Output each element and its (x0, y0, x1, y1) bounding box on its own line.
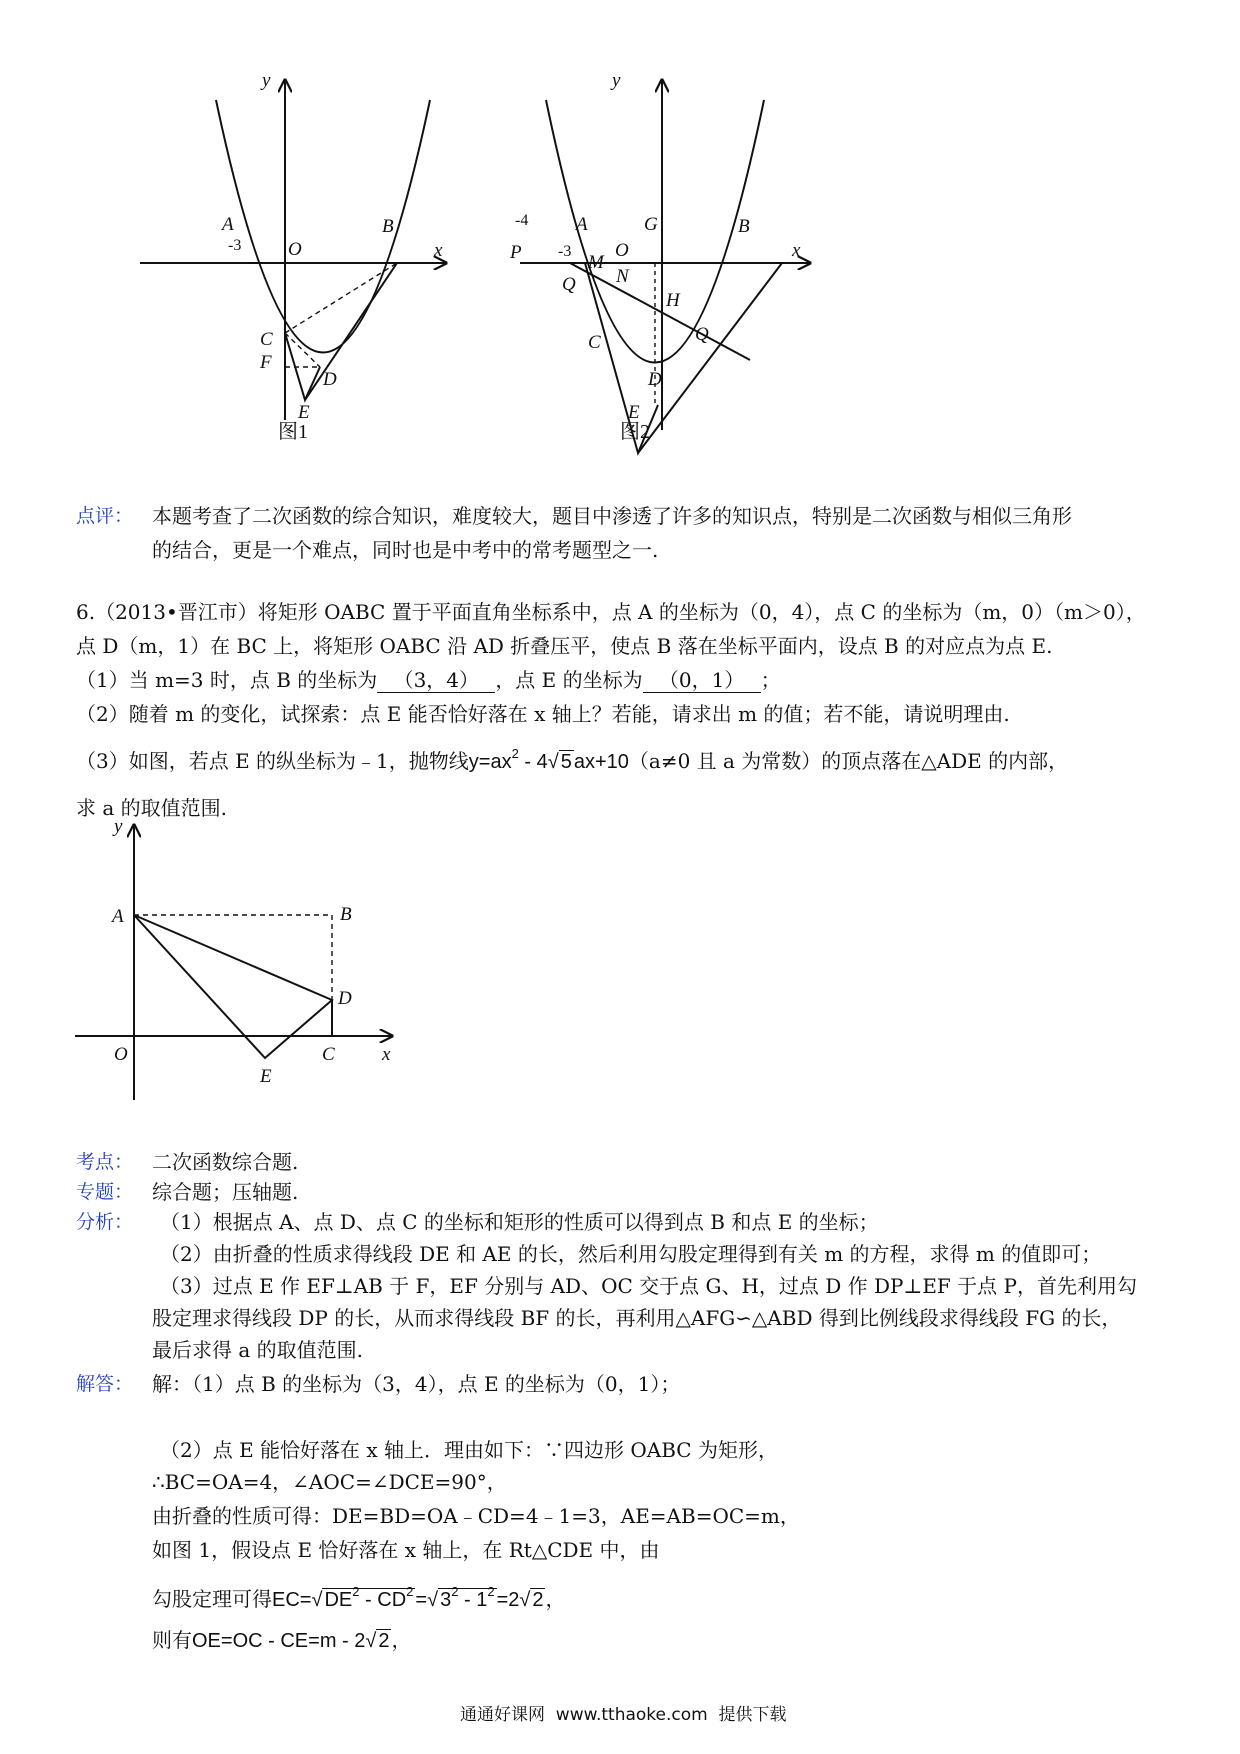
problem-line-1: 6.（2013•晋江市）将矩形 OABC 置于平面直角坐标系中，点 A 的坐标为（0，4），点 C 的坐标为（m，0）（m＞0）， (76, 600, 1146, 624)
solution-line-1: 解：（1）点 B 的坐标为（3，4），点 E 的坐标为（0，1）； (152, 1372, 681, 1396)
q1-answer-b: （3，4） (377, 668, 495, 693)
label-y: y (612, 70, 621, 91)
q1-answer-e: （0，1） (643, 668, 761, 693)
label-p: P (510, 242, 522, 263)
label-x: x (434, 240, 443, 261)
fenxi-line-4: 股定理求得线段 DP 的长，从而求得线段 BF 的长，再利用△AFG∽△ABD 得到比例线段求得线段 FG 的长， (152, 1306, 1122, 1330)
label-b: B (738, 216, 750, 237)
fenxi-line-3: （3）过点 E 作 EF⊥AB 于 F，EF 分别与 AD、OC 交于点 G、H，过点 D 作 DP⊥EF 于点 P，首先利用勾 (160, 1274, 1137, 1298)
q1-middle: ，点 E 的坐标为 (495, 668, 643, 692)
label-neg4: -4 (515, 212, 529, 229)
line6-prefix: 勾股定理可得 (152, 1587, 272, 1611)
label-o: O (615, 240, 629, 261)
kaodian-text: 二次函数综合题. (152, 1150, 299, 1174)
problem-q1 (76, 668, 781, 693)
problem-q2: （2）随着 m 的变化，试探索：点 E 能否恰好落在 x 轴上？若能，请求出 m 的值；若不能，请说明理由. (76, 702, 1010, 726)
label-e: E (298, 402, 310, 423)
label-x: x (382, 1044, 391, 1065)
comment-tag: 点评： (76, 505, 134, 527)
fenxi-line-1: （1）根据点 A、点 D、点 C 的坐标和矩形的性质可以得到点 B 和点 E 的坐标； (160, 1210, 879, 1234)
solution-line-2: （2）点 E 能恰好落在 x 轴上．理由如下：∵四边形 OABC 为矩形， (160, 1438, 778, 1462)
problem-q3 (76, 742, 1068, 774)
segment-eb (638, 263, 782, 453)
label-f: F (260, 352, 272, 373)
label-o: O (288, 239, 302, 260)
label-g: G (644, 214, 658, 235)
problem-q3-line-2: 求 a 的取值范围. (76, 796, 227, 820)
label-x: x (792, 240, 801, 261)
caption-fig1: 图1 (278, 421, 308, 443)
label-h: H (666, 290, 680, 311)
q1-prefix: （1）当 m=3 时，点 B 的坐标为 (76, 668, 378, 692)
label-neg3: -3 (558, 243, 572, 260)
kaodian-tag: 考点： (76, 1151, 134, 1173)
dashed-cb (285, 263, 397, 333)
solution-tag: 解答： (76, 1373, 134, 1395)
line6-end: ， (545, 1587, 566, 1611)
q1-end: ； (760, 668, 781, 692)
label-b: B (382, 216, 394, 237)
zhuanti-tag: 专题： (76, 1181, 134, 1203)
solution-line-3: ∴BC=OA=4，∠AOC=∠DCE=90°， (152, 1470, 507, 1494)
solution-line-4: 由折叠的性质可得：DE=BD=OA﹣CD=4﹣1=3，AE=AB=OC=m， (152, 1504, 800, 1528)
label-o: O (114, 1044, 128, 1065)
q3-suffix: （a≠0 且 a 为常数）的顶点落在△ADE 的内部， (628, 749, 1069, 773)
figure-3 (70, 820, 410, 1110)
line7-prefix: 则有 (152, 1628, 192, 1652)
label-c: C (322, 1044, 335, 1065)
label-y: y (114, 820, 123, 837)
q3-formula: $y=ax^2 - 4√$ 5 ax+10 (468, 746, 629, 773)
label-a: A (576, 214, 588, 235)
ec-formula: EC=√ $DE^2 - CD^2$ =√ $3^2 - 1^2 =2√$ 2 (272, 1584, 544, 1611)
label-d: D (338, 988, 352, 1009)
footer-credit: 通通好课网 www.tthaoke.com 提供下载 (460, 1705, 787, 1725)
caption-fig2: 图2 (620, 421, 650, 443)
label-a: A (222, 214, 234, 235)
fenxi-tag: 分析： (76, 1211, 134, 1233)
fenxi-line-5: 最后求得 a 的取值范围. (152, 1338, 363, 1362)
figure-2 (510, 70, 880, 500)
label-q-right: Q (695, 324, 709, 345)
figure-1 (140, 70, 500, 500)
label-n: N (616, 266, 629, 287)
label-a: A (112, 906, 124, 927)
oe-formula: OE=OC - CE=m - 2√ 2 (192, 1630, 390, 1652)
label-c: C (588, 332, 601, 353)
label-d: D (323, 369, 337, 390)
label-b: B (340, 904, 352, 925)
label-neg3: -3 (228, 237, 242, 254)
label-y: y (262, 70, 271, 91)
label-c: C (260, 329, 273, 350)
comment-line-1: 本题考查了二次函数的综合知识，难度较大，题目中渗透了许多的知识点，特别是二次函数与相似三角形 (152, 504, 1072, 528)
label-m: M (588, 252, 604, 273)
parabola-1 (216, 100, 430, 353)
fenxi-line-2: （2）由折叠的性质求得线段 DE 和 AE 的长，然后利用勾股定理得到有关 m 的方程，求得 m 的值即可； (160, 1242, 1102, 1266)
problem-line-2: 点 D（m，1）在 BC 上，将矩形 OABC 沿 AD 折叠压平，使点 B 落在坐标平面内，设点 B 的对应点为点 E. (76, 634, 1053, 658)
label-d: D (648, 369, 662, 390)
zhuanti-text: 综合题；压轴题. (152, 1180, 299, 1204)
solution-line-5: 如图 1，假设点 E 恰好落在 x 轴上，在 Rt△CDE 中，由 (152, 1538, 660, 1562)
comment-line-2: 的结合，更是一个难点，同时也是中考中的常考题型之一. (152, 538, 659, 562)
label-e: E (628, 402, 640, 423)
q3-prefix: （3）如图，若点 E 的纵坐标为﹣1，抛物线 (76, 749, 469, 773)
segment-eb (305, 263, 397, 400)
label-e: E (260, 1066, 272, 1087)
solution-line-7 (152, 1628, 411, 1653)
solution-line-6 (152, 1580, 565, 1612)
label-q-left: Q (562, 274, 576, 295)
line7-end: ， (391, 1628, 412, 1652)
